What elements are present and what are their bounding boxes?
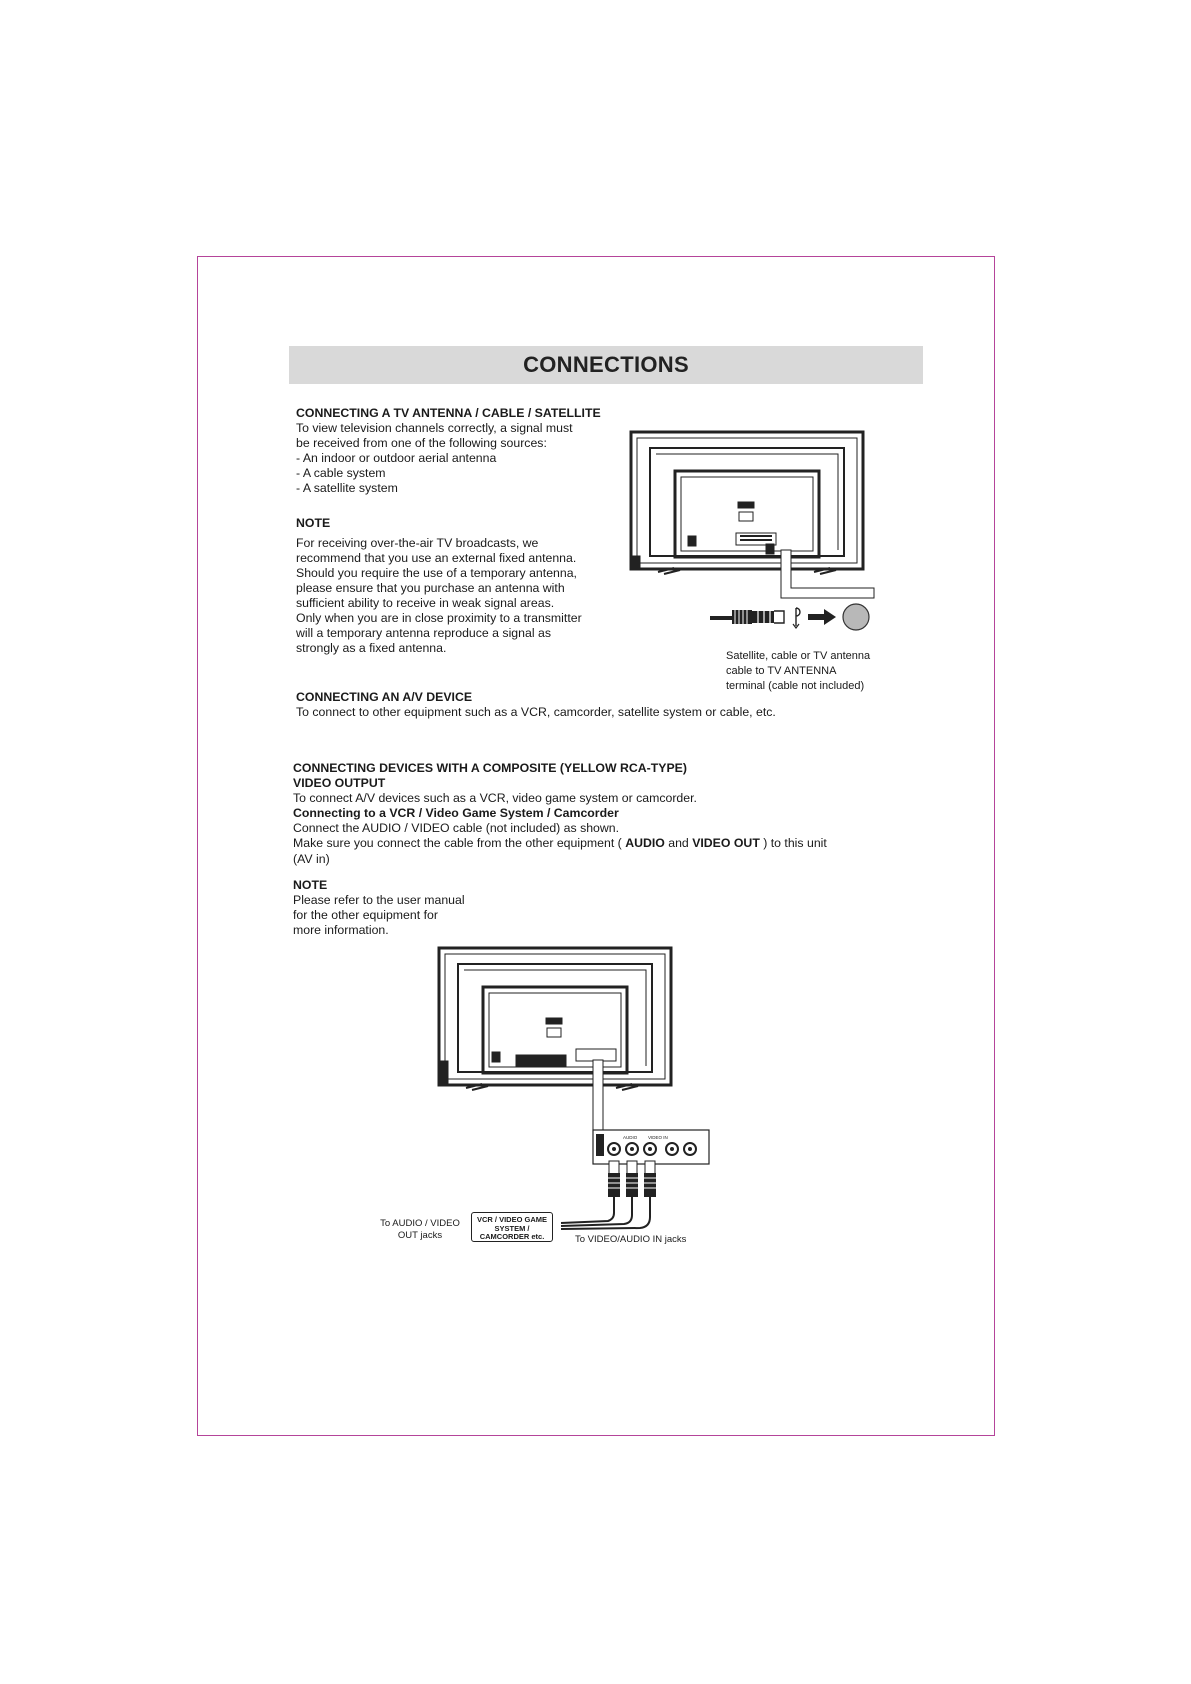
note-heading: NOTE: [293, 878, 328, 892]
note-line: strongly as a fixed antenna.: [296, 641, 447, 655]
composite-note: [293, 878, 465, 938]
composite-line-4: (AV in): [293, 852, 330, 866]
page-title: CONNECTIONS: [523, 352, 689, 377]
panel-audio-label: AUDIO: [623, 1135, 638, 1140]
antenna-line: - A cable system: [296, 466, 386, 480]
antenna-line: To view television channels correctly, a signal must: [296, 421, 573, 435]
antenna-caption: [726, 649, 870, 694]
out-jacks-line: To AUDIO / VIDEO: [380, 1218, 460, 1229]
connect-arrow-icon: [793, 608, 836, 628]
antenna-heading: CONNECTING A TV ANTENNA / CABLE / SATELLITE: [296, 406, 601, 420]
line3-audio: AUDIO: [625, 836, 665, 850]
out-jacks-line: OUT jacks: [397, 1230, 443, 1241]
antenna-terminal-icon: [843, 604, 869, 630]
composite-line: Connect the AUDIO / VIDEO cable (not included) as shown.: [293, 821, 620, 835]
in-jacks-label: [575, 1234, 686, 1246]
line3-prefix: Make sure you connect the cable from the other equipment (: [293, 836, 626, 850]
composite-line-3: [293, 836, 827, 851]
coax-cable-icon: [710, 610, 784, 624]
tv-back-illustration: [439, 948, 671, 1090]
rca-cable-icon: [561, 1161, 656, 1229]
line3-suffix: ) to this unit: [759, 836, 827, 850]
composite-heading-2: VIDEO OUTPUT: [293, 776, 386, 790]
note-line: Only when you are in close proximity to a transmitter: [296, 611, 582, 625]
note-line: Should you require the use of a temporary antenna,: [296, 566, 577, 580]
antenna-line: - An indoor or outdoor aerial antenna: [296, 451, 497, 465]
antenna-section: [296, 406, 601, 496]
tv-antenna-diagram: [628, 428, 908, 638]
note-line: For receiving over-the-air TV broadcasts, we: [296, 536, 539, 550]
note-line: recommend that you use an external fixed antenna.: [296, 551, 577, 565]
caption-line: cable to TV ANTENNA: [726, 665, 837, 677]
vcr-device-box: [471, 1212, 553, 1242]
panel-video-label: VIDEO IN: [648, 1135, 668, 1140]
note-line: please ensure that you purchase an antenna with: [296, 581, 565, 595]
line3-mid: and: [664, 836, 693, 850]
av-section: [296, 690, 776, 720]
note-line: sufficient ability to receive in weak signal areas.: [296, 596, 555, 610]
note-heading: NOTE: [296, 516, 331, 530]
antenna-note: [296, 516, 582, 656]
title-bar: [289, 346, 923, 384]
note-line: for the other equipment for: [293, 908, 438, 922]
out-jacks-label: [377, 1218, 463, 1242]
caption-line: terminal (cable not included): [726, 680, 865, 692]
note-line: will a temporary antenna reproduce a signal as: [296, 626, 551, 640]
av-line: To connect to other equipment such as a VCR, camcorder, satellite system or cable, etc.: [296, 705, 776, 719]
composite-heading: CONNECTING DEVICES WITH A COMPOSITE (YELLOW RCA-TYPE): [293, 761, 687, 775]
antenna-line: - A satellite system: [296, 481, 398, 495]
tv-back-illustration: [631, 432, 863, 574]
device-label: VCR / VIDEO GAME: [476, 1215, 547, 1224]
av-input-panel: [593, 1130, 709, 1164]
line3-video-out: VIDEO OUT: [692, 836, 760, 850]
av-callout: [593, 1060, 603, 1138]
device-label: CAMCORDER etc.: [479, 1232, 545, 1241]
note-line: Please refer to the user manual: [293, 893, 465, 907]
av-connection-diagram: [436, 945, 716, 1245]
composite-section: [293, 761, 827, 867]
in-jacks-line: To VIDEO/AUDIO IN jacks: [575, 1234, 687, 1245]
composite-line: To connect A/V devices such as a VCR, video game system or camcorder.: [293, 791, 697, 805]
composite-subheading: Connecting to a VCR / Video Game System / Camcorder: [293, 806, 619, 820]
antenna-line: be received from one of the following sources:: [296, 436, 547, 450]
device-label: SYSTEM /: [494, 1223, 530, 1233]
caption-line: Satellite, cable or TV antenna: [726, 650, 871, 662]
av-heading: CONNECTING AN A/V DEVICE: [296, 690, 473, 704]
note-line: more information.: [293, 923, 389, 937]
